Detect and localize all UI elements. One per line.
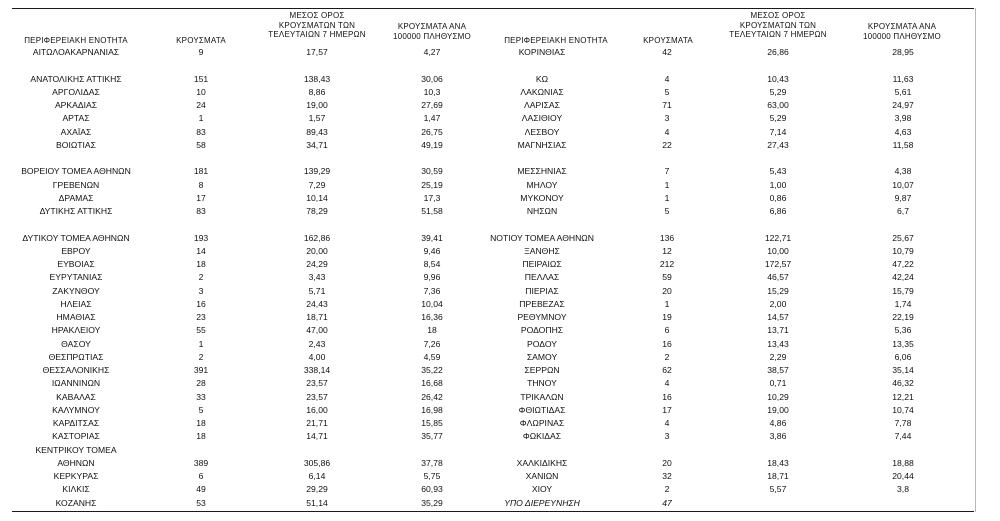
left-row-cases-cell: 2	[198, 351, 204, 362]
left-row-per100k-cell: 30,59	[421, 166, 443, 177]
left-row-avg7-cell: 19,00	[306, 100, 328, 110]
left-row-region-cell: ΚΕΡΚΥΡΑΣ	[53, 471, 99, 481]
right-row-per100k-cell: 5,36	[894, 325, 912, 336]
right-row-avg7-cell: 38,57	[767, 365, 789, 375]
right-row-cases-cell: 212	[659, 259, 675, 269]
left-row-cases-cell: 58	[196, 139, 206, 150]
left-header-region: ΠΕΡΙΦΕΡΕΙΑΚΗ ΕΝΟΤΗΤΑ	[24, 36, 128, 45]
left-row-avg7-cell: 16,00	[306, 404, 328, 415]
left-header-avg7-line1: ΜΕΣΟΣ ΟΡΟΣ	[289, 11, 345, 20]
right-row-region-cell: ΜΕΣΣΗΝΙΑΣ	[517, 166, 567, 177]
left-row-cases-cell: 83	[196, 206, 206, 216]
left-row-cases-cell: 10	[196, 86, 206, 97]
right-row-cases-cell: 32	[662, 471, 672, 481]
left-row-cases-cell: 1	[198, 338, 204, 349]
left-header-avg7	[268, 11, 365, 40]
left-row-per100k-cell: 9,96	[423, 272, 441, 283]
right-header-avg7-line1: ΜΕΣΟΣ ΟΡΟΣ	[750, 11, 806, 20]
right-row-region-cell: ΠΕΙΡΑΙΩΣ	[522, 259, 562, 269]
left-row-per100k-cell: 10,04	[421, 298, 443, 309]
left-row-per100k-cell: 25,19	[421, 179, 443, 190]
left-row-per100k-cell: 7,36	[423, 285, 441, 296]
left-row-per100k-cell: 39,41	[421, 232, 443, 243]
right-row-cases-cell: 2	[664, 351, 670, 362]
left-row-cases-cell: 391	[193, 365, 209, 375]
left-row-avg7-cell: 18,71	[306, 312, 328, 322]
right-row-avg7-cell: 27,43	[767, 139, 789, 150]
right-row-per100k-cell: 9,87	[894, 192, 912, 203]
left-row-region-cell: ΑΘΗΝΩΝ	[57, 457, 95, 468]
left-row-cases-cell: 28	[196, 378, 206, 389]
left-row-avg7-cell: 20,00	[306, 245, 328, 256]
right-row-avg7-cell: 1,00	[769, 179, 787, 190]
right-row-per100k-cell: 18,88	[892, 457, 914, 468]
left-row-cases-cell: 49	[196, 484, 206, 495]
left-row-per100k-cell: 26,42	[421, 391, 443, 402]
right-row-avg7-cell: 5,57	[769, 484, 787, 495]
right-row-per100k-cell: 42,24	[892, 272, 914, 283]
left-row-avg7-cell: 89,43	[306, 126, 328, 137]
left-header-per100k	[393, 22, 471, 41]
right-row-avg7-cell: 18,43	[767, 457, 789, 468]
left-row-per100k-cell: 16,98	[421, 404, 443, 415]
right-row-per100k-cell: 20,44	[892, 471, 914, 481]
left-row-region-cell: ΚΑΒΑΛΑΣ	[56, 391, 96, 402]
left-row-avg7-cell: 17,57	[306, 47, 328, 57]
right-row-per100k-cell: 13,35	[892, 338, 914, 349]
left-row-avg7-cell: 34,71	[306, 139, 328, 150]
right-row-region-cell: ΡΟΔΟΠΗΣ	[520, 325, 564, 336]
right-row-per100k-cell: 4,38	[894, 166, 912, 177]
left-row-cases-cell: 18	[196, 418, 206, 428]
right-row-cases-cell: 6	[664, 325, 670, 336]
left-row-avg7-cell: 29,29	[306, 484, 328, 495]
right-row-avg7-cell: 13,43	[767, 338, 789, 349]
left-header-per100k-line1: ΚΡΟΥΣΜΑΤΑ ΑΝΑ	[397, 22, 467, 31]
left-row-avg7-cell: 14,71	[306, 431, 328, 442]
right-row-region-cell: ΦΩΚΙΔΑΣ	[522, 431, 562, 442]
left-row-region-cell: ΗΛΕΙΑΣ	[60, 298, 92, 309]
left-row-region-cell: ΒΟΡΕΙΟΥ ΤΟΜΕΑ ΑΘΗΝΩΝ	[21, 166, 131, 177]
right-row-region-cell: ΧΙΟΥ	[531, 484, 553, 495]
left-row-cases-cell: 16	[196, 298, 206, 309]
right-row-region-cell: ΝΟΤΙΟΥ ΤΟΜΕΑ ΑΘΗΝΩΝ	[490, 232, 594, 243]
left-row-region-cell: ΔΥΤΙΚΟΥ ΤΟΜΕΑ ΑΘΗΝΩΝ	[22, 232, 130, 243]
left-row-region-cell: ΔΡΑΜΑΣ	[58, 192, 94, 203]
left-row-per100k-cell: 4,59	[423, 351, 441, 362]
left-row-per100k-cell: 4,27	[423, 47, 441, 57]
right-row-cases-cell: 42	[662, 47, 672, 57]
right-header-avg7-line3: ΤΕΛΕΥΤΑΙΩΝ 7 ΗΜΕΡΩΝ	[729, 30, 827, 39]
left-row-region-cell: ΕΥΒΟΙΑΣ	[57, 259, 95, 269]
right-row-cases-cell: 5	[664, 206, 670, 216]
right-header-cases: ΚΡΟΥΣΜΑΤΑ	[643, 36, 693, 45]
right-row-cases-cell: 1	[664, 179, 670, 190]
right-row-region-cell: ΛΑΚΩΝΙΑΣ	[520, 86, 564, 97]
right-row-per100k-cell: 10,74	[892, 404, 914, 415]
right-row-region-cell: ΚΟΡΙΝΘΙΑΣ	[518, 47, 566, 57]
left-header-avg7-line2: ΚΡΟΥΣΜΑΤΩΝ ΤΩΝ	[278, 20, 356, 30]
right-row-per100k-cell: 22,19	[892, 312, 914, 322]
right-row-region-cell: ΜΑΓΝΗΣΙΑΣ	[517, 139, 567, 150]
left-row-avg7-cell: 47,00	[306, 325, 328, 336]
top-rule	[12, 8, 974, 9]
right-row-cases-cell: 3	[664, 113, 670, 124]
left-row-region-cell: ΗΡΑΚΛΕΙΟΥ	[51, 325, 101, 336]
left-row-region-cell: ΖΑΚΥΝΘΟΥ	[52, 285, 100, 296]
right-header-per100k-line1: ΚΡΟΥΣΜΑΤΑ ΑΝΑ	[867, 22, 937, 31]
right-row-region-cell: ΛΕΣΒΟΥ	[524, 126, 560, 137]
left-row-avg7-cell: 23,57	[306, 378, 328, 389]
right-row-avg7-cell: 63,00	[767, 100, 789, 110]
left-row-region-cell: ΑΡΓΟΛΙΔΑΣ	[52, 86, 100, 97]
right-header-per100k-line2: 100000 ΠΛΗΘΥΣΜΟ	[863, 31, 941, 41]
left-row-per100k-cell: 60,93	[421, 484, 443, 495]
left-row-avg7-cell: 162,86	[303, 232, 331, 243]
left-row-avg7-cell: 1,57	[308, 113, 326, 124]
right-row-per100k-cell: 11,58	[892, 139, 914, 150]
left-row-avg7-cell: 78,29	[306, 206, 328, 216]
left-row-per100k-cell: 16,68	[421, 378, 443, 389]
left-row-per100k-cell: 18	[427, 325, 437, 336]
right-row-per100k-cell: 1,74	[894, 298, 912, 309]
right-row-per100k-cell: 28,95	[892, 47, 914, 57]
right-row-avg7-cell: 19,00	[767, 404, 789, 415]
left-row-cases-cell: 9	[198, 47, 204, 57]
left-row-per100k-cell: 1,47	[423, 113, 441, 124]
left-row-region-cell: ΚΙΛΚΙΣ	[62, 484, 90, 495]
right-row-avg7-cell: 122,71	[764, 232, 792, 243]
right-row-cases-cell: 4	[664, 418, 670, 428]
left-row-region-cell: ΕΒΡΟΥ	[61, 245, 91, 256]
right-row-avg7-cell: 7,14	[769, 126, 787, 137]
right-row-cases-cell: 4	[664, 126, 670, 137]
left-row-per100k-cell: 7,26	[423, 338, 441, 349]
left-row-region-cell: ΚΑΡΔΙΤΣΑΣ	[52, 418, 100, 428]
left-row-per100k-cell: 16,36	[421, 312, 443, 322]
left-row-region-cell: ΑΙΤΩΛΟΑΚΑΡΝΑΝΙΑΣ	[32, 47, 120, 57]
right-edge-rule	[975, 8, 976, 512]
left-row-cases-cell: 17	[196, 192, 206, 203]
bottom-rule	[12, 511, 974, 512]
left-row-avg7-cell: 8,86	[308, 86, 326, 97]
right-row-avg7-cell: 10,43	[767, 73, 789, 84]
left-row-region-cell: ΑΡΤΑΣ	[62, 113, 90, 124]
right-row-cases-cell: 136	[659, 232, 675, 243]
right-row-region-cell: ΛΑΣΙΘΙΟΥ	[521, 113, 563, 124]
left-header-cases: ΚΡΟΥΣΜΑΤΑ	[176, 36, 226, 45]
right-row-cases-cell: 3	[664, 431, 670, 442]
right-row-avg7-cell: 26,86	[767, 47, 789, 57]
left-row-region-cell: ΔΥΤΙΚΗΣ ΑΤΤΙΚΗΣ	[39, 206, 113, 216]
left-row-region-cell: ΗΜΑΘΙΑΣ	[56, 312, 96, 322]
right-row-region-cell: ΠΕΛΛΑΣ	[524, 272, 560, 283]
right-row-avg7-cell: 46,57	[767, 272, 789, 283]
left-row-cases-cell: 2	[198, 272, 204, 283]
right-row-avg7-cell: 14,57	[767, 312, 789, 322]
right-row-region-cell: ΧΑΛΚΙΔΙΚΗΣ	[516, 457, 568, 468]
left-row-per100k-cell: 9,46	[423, 245, 441, 256]
left-row-cases-cell: 3	[198, 285, 204, 296]
left-row-region-cell: ΚΑΛΥΜΝΟΥ	[52, 404, 100, 415]
right-row-cases-cell: 20	[662, 457, 672, 468]
right-row-avg7-cell: 172,57	[764, 259, 792, 269]
left-header-avg7-line3: ΤΕΛΕΥΤΑΙΩΝ 7 ΗΜΕΡΩΝ	[268, 30, 366, 39]
right-row-region-cell: ΜΥΚΟΝΟΥ	[520, 192, 564, 203]
right-row-cases-cell: 71	[662, 100, 672, 110]
left-row-per100k-cell: 10,3	[423, 86, 441, 97]
right-row-region-cell: ΣΑΜΟΥ	[526, 351, 558, 362]
right-row-region-cell: ΦΘΙΩΤΙΔΑΣ	[518, 404, 566, 415]
right-row-cases-cell: 4	[664, 378, 670, 389]
left-row-cases-cell: 151	[193, 73, 209, 84]
left-row-avg7-cell: 5,71	[308, 285, 326, 296]
left-row-region-cell: ΘΑΣΟΥ	[61, 338, 91, 349]
left-row-avg7-cell: 10,14	[306, 192, 328, 203]
right-row-cases-cell: 16	[662, 391, 672, 402]
right-row-avg7-cell: 0,86	[769, 192, 787, 203]
left-row-region-cell: ΑΧΑΪΑΣ	[60, 126, 92, 137]
left-row-cases-cell: 181	[193, 166, 209, 177]
right-row-per100k-cell: 5,61	[894, 86, 912, 97]
right-row-region-cell: ΠΙΕΡΙΑΣ	[525, 285, 559, 296]
right-row-region-cell: ΝΗΣΩΝ	[526, 206, 558, 216]
right-row-cases-cell: 20	[662, 285, 672, 296]
right-row-cases-cell: 4	[664, 73, 670, 84]
right-row-per100k-cell: 7,44	[894, 431, 912, 442]
left-row-cases-cell: 1	[198, 113, 204, 124]
right-row-avg7-cell: 2,00	[769, 298, 787, 309]
right-row-cases-cell: 12	[662, 245, 672, 256]
left-row-per100k-cell: 49,19	[421, 139, 443, 150]
left-row-cases-cell: 33	[196, 391, 206, 402]
left-row-per100k-cell: 35,22	[421, 365, 443, 375]
left-row-per100k-cell: 37,78	[421, 457, 443, 468]
right-row-cases-cell: 22	[662, 139, 672, 150]
left-row-cases-cell: 14	[196, 245, 206, 256]
right-row-per100k-cell: 12,21	[892, 391, 914, 402]
left-row-per100k-cell: 51,58	[421, 206, 443, 216]
right-row-cases-cell: 1	[664, 192, 670, 203]
left-row-region-cell: ΚΟΖΑΝΗΣ	[55, 497, 97, 508]
left-row-region-cell: ΕΥΡΥΤΑΝΙΑΣ	[49, 272, 103, 283]
right-row-cases-cell: 17	[662, 404, 672, 415]
left-row-region-cell: ΚΑΣΤΟΡΙΑΣ	[52, 431, 100, 442]
right-row-per100k-cell: 6,06	[894, 351, 912, 362]
right-row-cases-cell: 19	[662, 312, 672, 322]
left-row-avg7-cell: 24,43	[306, 298, 328, 309]
right-row-avg7-cell: 18,71	[767, 471, 789, 481]
left-row-per100k-cell: 17,3	[423, 192, 441, 203]
left-row-region-cell: ΑΡΚΑΔΙΑΣ	[54, 100, 98, 110]
right-row-per100k-cell: 46,32	[892, 378, 914, 389]
left-row-per100k-cell: 15,85	[421, 418, 443, 428]
left-header-per100k-line2: 100000 ΠΛΗΘΥΣΜΟ	[393, 31, 471, 41]
right-row-per100k-cell: 15,79	[892, 285, 914, 296]
right-row-avg7-cell: 5,29	[769, 113, 787, 124]
left-row-per100k-cell: 5,75	[423, 471, 441, 481]
right-row-cases-cell: 59	[662, 272, 672, 283]
right-row-per100k-cell: 3,8	[897, 484, 909, 495]
left-row-avg7-cell: 305,86	[303, 457, 331, 468]
left-row-avg7-cell: 6,14	[308, 471, 326, 481]
right-row-avg7-cell: 4,86	[769, 418, 787, 428]
right-row-region-cell: ΤΡΙΚΑΛΩΝ	[520, 391, 564, 402]
left-row-avg7-cell: 23,57	[306, 391, 328, 402]
right-row-avg7-cell: 6,86	[769, 206, 787, 216]
left-row-avg7-cell: 139,29	[303, 166, 331, 177]
right-row-avg7-cell: 3,86	[769, 431, 787, 442]
right-row-per100k-cell: 6,7	[897, 206, 909, 216]
left-row-avg7-cell: 24,29	[306, 259, 328, 269]
right-row-avg7-cell: 10,29	[767, 391, 789, 402]
left-row-cases-cell: 24	[196, 100, 206, 110]
left-row-cases-cell: 389	[193, 457, 209, 468]
left-row-per100k-cell: 30,06	[421, 73, 443, 84]
left-row-cases-cell: 23	[196, 312, 206, 322]
right-row-region-cell: ΣΕΡΡΩΝ	[524, 365, 560, 375]
right-row-per100k-cell: 47,22	[892, 259, 914, 269]
right-row-cases-cell: 1	[664, 298, 670, 309]
right-header-region: ΠΕΡΙΦΕΡΕΙΑΚΗ ΕΝΟΤΗΤΑ	[504, 36, 608, 45]
right-row-per100k-cell: 10,07	[892, 179, 914, 190]
right-row-region-cell: ΦΛΩΡΙΝΑΣ	[519, 418, 565, 428]
right-row-avg7-cell: 2,29	[769, 351, 787, 362]
left-row-region-cell: ΓΡΕΒΕΝΩΝ	[52, 179, 100, 190]
left-row-per100k-cell: 27,69	[421, 100, 443, 110]
right-row-cases-cell: 16	[662, 338, 672, 349]
left-row-cases-cell: 193	[193, 232, 209, 243]
right-row-region-cell: ΠΡΕΒΕΖΑΣ	[519, 298, 565, 309]
right-row-region-cell: ΤΗΝΟΥ	[527, 378, 557, 389]
left-row-per100k-cell: 35,29	[421, 497, 443, 508]
right-row-cases-cell: 2	[664, 484, 670, 495]
right-row-region-cell: ΛΑΡΙΣΑΣ	[524, 100, 560, 110]
left-row-cases-cell: 53	[196, 497, 206, 508]
right-row-avg7-cell: 0,71	[769, 378, 787, 389]
right-header-avg7-line2: ΚΡΟΥΣΜΑΤΩΝ ΤΩΝ	[739, 20, 817, 30]
left-row-cases-cell: 6	[198, 471, 204, 481]
left-row-cases-cell: 8	[198, 179, 204, 190]
left-row-region-cell: ΒΟΙΩΤΙΑΣ	[56, 139, 96, 150]
right-row-cases-cell: 5	[664, 86, 670, 97]
left-row-cases-cell: 18	[196, 431, 206, 442]
right-row-per100k-cell: 35,14	[892, 365, 914, 375]
right-row-per100k-cell: 4,63	[894, 126, 912, 137]
right-row-avg7-cell: 5,29	[769, 86, 787, 97]
left-row-cases-cell: 83	[196, 126, 206, 137]
right-row-per100k-cell: 25,67	[892, 232, 914, 243]
right-header-per100k	[863, 22, 941, 41]
left-row-region-cell: ΘΕΣΠΡΩΤΙΑΣ	[48, 351, 104, 362]
right-row-cases-cell: 62	[662, 365, 672, 375]
right-row-cases-cell: 7	[664, 166, 670, 177]
left-row-cases-cell: 55	[196, 325, 206, 336]
left-row-avg7-cell: 4,00	[308, 351, 326, 362]
right-row-region-cell: ΞΑΝΘΗΣ	[524, 245, 560, 256]
left-row-cases-cell: 5	[198, 404, 204, 415]
right-row-region-cell: ΧΑΝΙΩΝ	[525, 471, 559, 481]
right-row-per100k-cell: 24,97	[892, 100, 914, 110]
right-row-region-cell: ΥΠΟ ΔΙΕΡΕΥΝΗΣΗ	[504, 497, 580, 508]
left-row-cases-cell: 18	[196, 259, 206, 269]
left-row-region-cell: ΚΕΝΤΡΙΚΟΥ ΤΟΜΕΑ	[35, 444, 117, 455]
left-row-per100k-cell: 26,75	[421, 126, 443, 137]
right-row-per100k-cell: 11,63	[892, 73, 914, 84]
left-row-avg7-cell: 3,43	[308, 272, 326, 283]
right-row-avg7-cell: 15,29	[767, 285, 789, 296]
right-row-per100k-cell: 7,78	[894, 418, 912, 428]
right-row-region-cell: ΡΟΔΟΥ	[527, 338, 557, 349]
left-row-per100k-cell: 8,54	[423, 259, 441, 269]
left-row-avg7-cell: 2,43	[308, 338, 326, 349]
left-row-avg7-cell: 51,14	[306, 497, 328, 508]
right-row-per100k-cell: 10,79	[892, 245, 914, 256]
left-row-region-cell: ΙΩΑΝΝΙΝΩΝ	[51, 378, 101, 389]
right-row-avg7-cell: 10,00	[767, 245, 789, 256]
right-row-region-cell: ΚΩ	[535, 73, 549, 84]
right-row-avg7-cell: 5,43	[769, 166, 787, 177]
left-row-avg7-cell: 338,14	[303, 365, 331, 375]
left-row-avg7-cell: 138,43	[303, 73, 331, 84]
right-row-per100k-cell: 3,98	[894, 113, 912, 124]
right-row-avg7-cell: 13,71	[767, 325, 789, 336]
left-row-avg7-cell: 21,71	[306, 418, 328, 428]
left-row-avg7-cell: 7,29	[308, 179, 326, 190]
left-row-per100k-cell: 35,77	[421, 431, 443, 442]
right-row-region-cell: ΡΕΘΥΜΝΟΥ	[517, 312, 567, 322]
right-row-cases-cell: 47	[662, 497, 672, 508]
left-row-region-cell: ΑΝΑΤΟΛΙΚΗΣ ΑΤΤΙΚΗΣ	[30, 73, 122, 84]
right-header-avg7	[729, 11, 826, 40]
right-row-region-cell: ΜΗΛΟΥ	[526, 179, 558, 190]
left-row-region-cell: ΘΕΣΣΑΛΟΝΙΚΗΣ	[42, 365, 110, 375]
